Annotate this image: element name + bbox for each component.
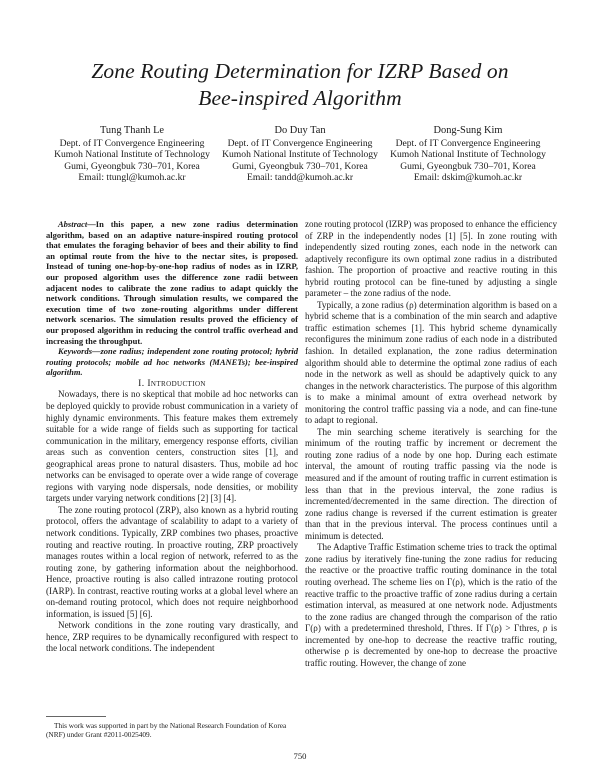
paragraph: Typically, a zone radius (ρ) determination algorithm is based on a hybrid scheme that is a combination of the min search and adaptive traffic estimation schemes [1]. This hybrid scheme dynamically reconfigures the minimum zone radius of each node in a distributed fashion. In detailed explanation, the zone radius determination algorithm should able to determine the optimal zone radius of each node in the network as well as should be adaptively quick to any changes in the network characteristics. The purpose of this algorithm is to make a minimal amount of extra overhead network by monitoring the control traffic passing via a node, and can fine-tune to adapt to regional. (305, 299, 557, 426)
author-block (48, 125, 552, 184)
paragraph: The Adaptive Traffic Estimation scheme tries to track the optimal zone radius by iteratively fine-tuning the zone radius for reducing the reactive or the proactive traffic routing dominance in the total routing overhead. The scheme lies on Γ(ρ), which is the ratio of the reactive traffic to the proactive traffic of zone radius during a certain estimation interval, as measured at one network node. Adjustments to the zone radius are changed through the comparison of the ratio Γ(ρ) with a predetermined threshold, Γthres. If Γ(ρ) > Γthres, ρ is incremented by one-hop to decrease the reactive traffic routing, otherwise ρ is decremented by one-hop to decrease the proactive traffic routing. However, the change of zone (305, 542, 557, 668)
author-dept: Dept. of IT Convergence Engineering (59, 137, 205, 149)
author-1 (48, 125, 216, 184)
page-number: 750 (293, 751, 307, 761)
author-email: Email: ttungl@kumoh.ac.kr (78, 172, 186, 184)
author-address: Gumi, Gyeongbuk 730–701, Korea (64, 160, 200, 172)
section-title: Introduction (147, 377, 206, 389)
left-column (46, 219, 298, 655)
author-email: Email: tandd@kumoh.ac.kr (246, 172, 354, 184)
author-email: Email: dskim@kumoh.ac.kr (413, 172, 523, 184)
section-heading (46, 378, 298, 390)
abstract-label: Abstract (58, 219, 88, 229)
author-institution: Kumoh National Institute of Technology (54, 149, 210, 161)
author-name: Dong-Sung Kim (433, 125, 503, 136)
author-dept: Dept. of IT Convergence Engineering (395, 137, 541, 149)
author-2 (216, 125, 384, 184)
author-institution: Kumoh National Institute of Technology (222, 149, 378, 161)
author-3 (384, 125, 552, 184)
abstract-text: —In this paper, a new zone radius determination algorithm, based on an adaptive nature-inspired routing protocol that emulates the foraging behavior of bees and their ability to find an optimal route from the hive to the nectar sites, is proposed. Instead of tuning one-hop-by-one-hop radius of nodes as in IZRP, our proposed algorithm uses the difference zone radii between adjacent nodes to calibrate the zone radius to adapt quickly the network conditions. Through simulation results, we compared the execution time of two zone-routing algorithms under different network scenarios. The simulation results proved the efficiency of our proposed algorithm in reducing the control traffic overhead and increasing the throughput. (46, 219, 298, 346)
paper-title (40, 58, 560, 112)
paragraph: Nowadays, there is no skeptical that mobile ad hoc networks can be deployed quickly to provide robust communication in a variety of highly dynamic environments. This feature makes them extremely suitable for a wide range of fields such as supporting for tactical communication in the military, emergency response efforts, civilian areas such as convention centers, construction sites [1], and geographical areas prone to natural disasters. Thus, mobile ad hoc networks can be envisaged to operate over a wide range of coverage regions with varying node dispersals, node densities, or mobility targets under varying network conditions [2] [3] [4]. (46, 389, 298, 504)
abstract (46, 219, 298, 346)
section-number: I. (138, 377, 148, 389)
right-column (305, 219, 557, 669)
paragraph: The min searching scheme iteratively is searching for the minimum of the routing traffic by increment or decrement the routing zone radius of a node by one hop. During each estimate interval, the amount of routing traffic passing via the node is measured and if the amount of routing traffic in current estimation is less than that in the previous interval, the zone radius is incremented/decremented in the same direction. The direction of zone radius change is reversed if the current estimation is greater than that in the previous interval. The process continues until a minimum is detected. (305, 426, 557, 541)
title-line-2: Bee-inspired Algorithm (198, 86, 402, 110)
author-institution: Kumoh National Institute of Technology (390, 149, 546, 161)
author-name: Do Duy Tan (274, 125, 326, 136)
paragraph: Network conditions in the zone routing vary drastically, and hence, ZRP requires to be dynamically reconfigured with respect to the local network conditions. The independent (46, 620, 298, 654)
title-line-1: Zone Routing Determination for IZRP Based on (91, 59, 509, 83)
author-dept: Dept. of IT Convergence Engineering (227, 137, 373, 149)
keywords: Keywords—zone radius; independent zone routing protocol; hybrid routing protocols; mobile ad hoc networks (MANETs); bee-inspired algorithm. (46, 346, 298, 378)
author-name: Tung Thanh Le (99, 125, 165, 136)
paragraph: zone routing protocol (IZRP) was proposed to enhance the efficiency of ZRP in the independently nodes [1] [5]. In zone routing with independently sized routing zones, each node in the network can adaptively reconfigure its own optimal zone radius in a distributed fashion. The proportion of proactive and reactive routing in this hybrid routing protocol can be fine-tuned by adjusting a single parameter – the zone radius of the node. (305, 219, 557, 299)
author-address: Gumi, Gyeongbuk 730–701, Korea (400, 160, 536, 172)
footnote-rule (46, 716, 106, 717)
footnote: This work was supported in part by the National Research Foundation of Korea (NRF) under Grant #2011-0025409. (46, 721, 287, 739)
author-address: Gumi, Gyeongbuk 730–701, Korea (232, 160, 368, 172)
paragraph: The zone routing protocol (ZRP), also known as a hybrid routing protocol, offers the advantage of scalability to adapt to a variety of network conditions. Typically, ZRP combines two phases, proactive routing and reactive routing. In proactive routing, ZRP proactively manages routes within a local region of network, referred to as the routing zone, by gathering information about the neighborhood. Hence, proactive routing is also called intrazone routing protocol (IARP). In contrast, reactive routing works at a global level where an on-demand routing protocol, which does not require neighborhood information, is issued [5] [6]. (46, 504, 298, 619)
